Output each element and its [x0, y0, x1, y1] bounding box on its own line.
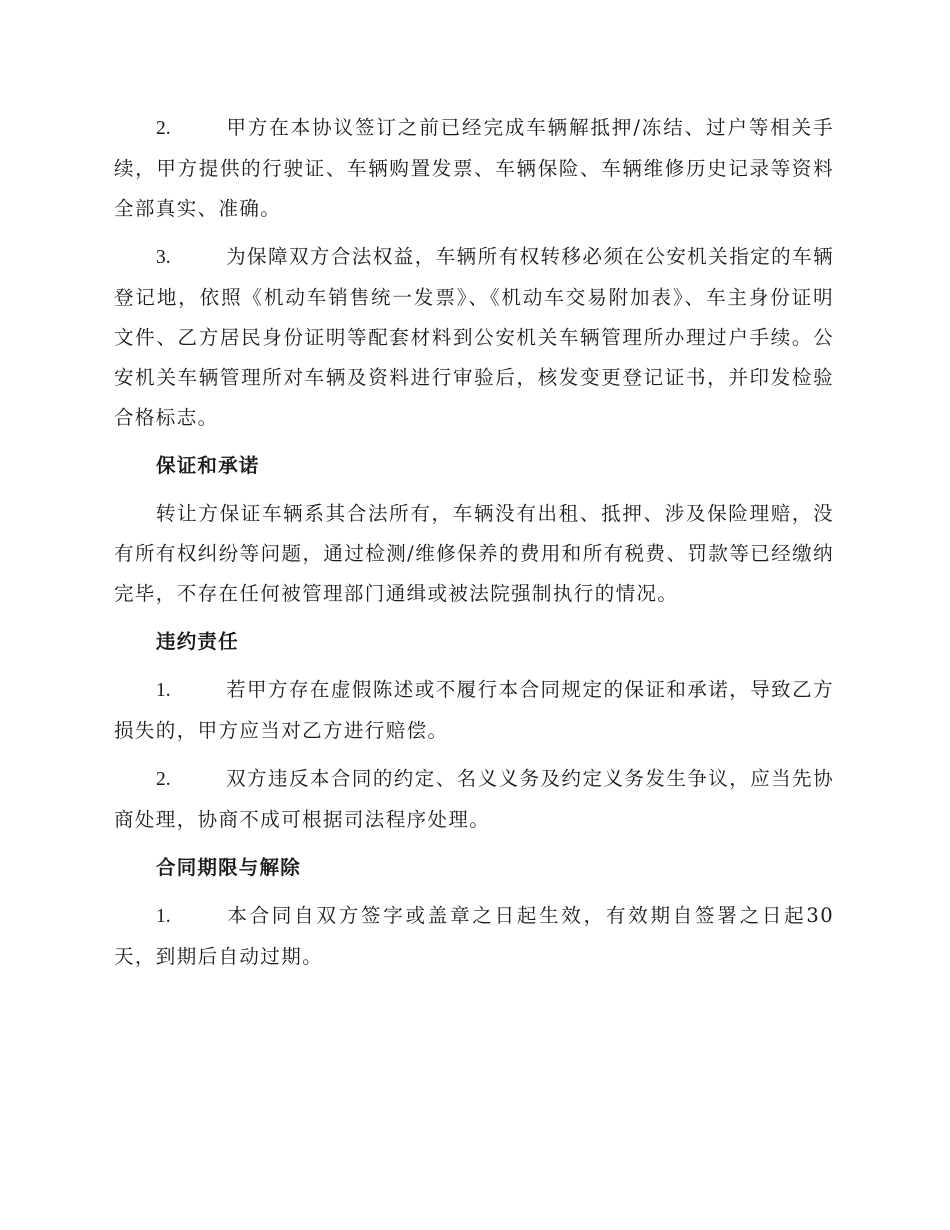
clause-text: 本合同自双方签字或盖章之日起生效，有效期自签署之日起30天，到期后自动过期。 — [114, 904, 834, 968]
term-clause-1 — [114, 896, 834, 977]
guarantee-paragraph: 转让方保证车辆系其合法所有，车辆没有出租、抵押、涉及保险理赔，没有所有权纠纷等问题，通过检测/维修保养的费用和所有税费、罚款等已经缴纳完毕，不存在任何被管理部门通缉或被法院强制执行的情况。 — [114, 502, 834, 605]
clause-text: 甲方在本协议签订之前已经完成车辆解抵押/冻结、过户等相关手续，甲方提供的行驶证、车辆购置发票、车辆保险、车辆维修历史记录等资料全部真实、准确。 — [114, 116, 834, 220]
clause-number: 1. — [156, 906, 171, 927]
liability-clause-2 — [114, 759, 834, 840]
clause-text: 若甲方存在虚假陈述或不履行本合同规定的保证和承诺，导致乙方损失的，甲方应当对乙方进行赔偿。 — [114, 678, 834, 742]
clause-number: 2. — [156, 118, 171, 139]
clause-text: 双方违反本合同的约定、名义义务及约定义务发生争议，应当先协商处理，协商不成可根据司法程序处理。 — [114, 767, 834, 831]
clause-text: 为保障双方合法权益，车辆所有权转移必须在公安机关指定的车辆登记地，依照《机动车销售统一发票》、《机动车交易附加表》、车主身份证明文件、乙方居民身份证明等配套材料到公安机关车辆管理所办理过户手续。公安机关车辆管理所对车辆及资料进行审验后，核发变更登记证书，并印发检验合格标志。 — [114, 245, 834, 429]
section-heading-liability: 违约责任 — [156, 630, 239, 653]
liability-clause-1 — [114, 670, 834, 751]
section-heading-guarantee: 保证和承诺 — [156, 454, 260, 477]
clause-2 — [114, 108, 834, 229]
document-body — [114, 108, 834, 985]
clause-number: 3. — [156, 247, 171, 268]
clause-number: 2. — [156, 769, 171, 790]
clause-3 — [114, 237, 834, 438]
clause-number: 1. — [156, 680, 171, 701]
section-heading-term: 合同期限与解除 — [156, 856, 301, 879]
